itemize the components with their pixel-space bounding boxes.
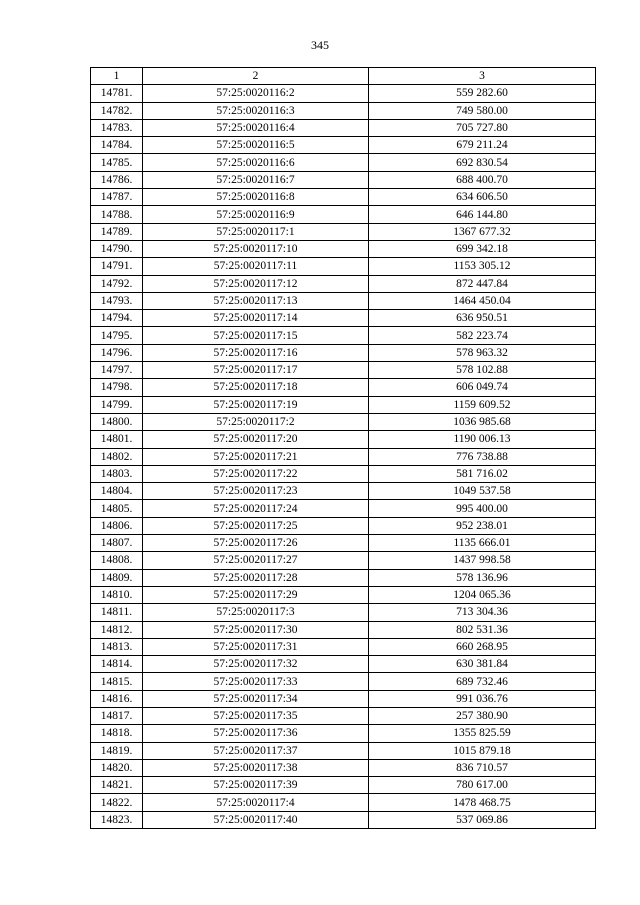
table-row [91,344,596,361]
row-number-cell: 14796. [91,344,143,361]
row-number-cell: 14794. [91,310,143,327]
row-number-cell: 14817. [91,707,143,724]
row-number-cell: 14781. [91,85,143,102]
row-number-cell: 14784. [91,137,143,154]
cadastral-value-cell: 634 606.50 [369,189,596,206]
cadastral-id-cell: 57:25:0020116:5 [143,137,369,154]
cadastral-id-cell: 57:25:0020116:7 [143,171,369,188]
cadastral-id-cell: 57:25:0020117:35 [143,707,369,724]
cadastral-value-cell: 1355 825.59 [369,725,596,742]
row-number-cell: 14798. [91,379,143,396]
cadastral-value-cell: 559 282.60 [369,85,596,102]
table-row [91,586,596,603]
cadastral-id-cell: 57:25:0020117:34 [143,690,369,707]
cadastral-value-cell: 705 727.80 [369,119,596,136]
column-header-cadastral-id: 2 [143,68,369,85]
row-number-cell: 14783. [91,119,143,136]
cadastral-value-cell: 780 617.00 [369,777,596,794]
cadastral-id-cell: 57:25:0020117:10 [143,240,369,257]
cadastral-id-cell: 57:25:0020117:28 [143,569,369,586]
cadastral-id-cell: 57:25:0020117:13 [143,292,369,309]
table-row [91,362,596,379]
cadastral-id-cell: 57:25:0020117:22 [143,465,369,482]
cadastral-value-cell: 578 102.88 [369,362,596,379]
cadastral-id-cell: 57:25:0020117:39 [143,777,369,794]
row-number-cell: 14790. [91,240,143,257]
row-number-cell: 14787. [91,189,143,206]
table-row [91,500,596,517]
row-number-cell: 14791. [91,258,143,275]
page-number: 345 [311,38,329,52]
row-number-cell: 14799. [91,396,143,413]
cadastral-value-cell: 952 238.01 [369,517,596,534]
cadastral-id-cell: 57:25:0020117:12 [143,275,369,292]
cadastral-id-cell: 57:25:0020116:9 [143,206,369,223]
cadastral-value-cell: 582 223.74 [369,327,596,344]
row-number-cell: 14812. [91,621,143,638]
table-row [91,517,596,534]
table-row [91,707,596,724]
cadastral-id-cell: 57:25:0020117:36 [143,725,369,742]
cadastral-id-cell: 57:25:0020117:15 [143,327,369,344]
cadastral-id-cell: 57:25:0020117:17 [143,362,369,379]
cadastral-id-cell: 57:25:0020116:4 [143,119,369,136]
table-row [91,223,596,240]
table-row [91,552,596,569]
cadastral-id-cell: 57:25:0020117:4 [143,794,369,811]
row-number-cell: 14797. [91,362,143,379]
row-number-cell: 14820. [91,759,143,776]
table-row [91,310,596,327]
cadastral-value-cell: 749 580.00 [369,102,596,119]
row-number-cell: 14809. [91,569,143,586]
table-row [91,379,596,396]
column-header-number: 1 [91,68,143,85]
cadastral-value-cell: 699 342.18 [369,240,596,257]
cadastral-value-cell: 1437 998.58 [369,552,596,569]
table-row [91,396,596,413]
cadastral-id-cell: 57:25:0020117:30 [143,621,369,638]
cadastral-id-cell: 57:25:0020117:31 [143,638,369,655]
cadastral-id-cell: 57:25:0020117:2 [143,413,369,430]
table-row [91,811,596,828]
cadastral-value-cell: 630 381.84 [369,656,596,673]
table-row [91,85,596,102]
cadastral-value-cell: 802 531.36 [369,621,596,638]
cadastral-id-cell: 57:25:0020117:32 [143,656,369,673]
cadastral-value-cell: 692 830.54 [369,154,596,171]
table-row [91,656,596,673]
cadastral-value-cell: 1015 879.18 [369,742,596,759]
cadastral-id-cell: 57:25:0020117:21 [143,448,369,465]
row-number-cell: 14821. [91,777,143,794]
table-row [91,189,596,206]
cadastral-id-cell: 57:25:0020117:11 [143,258,369,275]
table-row [91,154,596,171]
row-number-cell: 14805. [91,500,143,517]
row-number-cell: 14788. [91,206,143,223]
cadastral-id-cell: 57:25:0020116:3 [143,102,369,119]
cadastral-value-table [90,67,596,829]
row-number-cell: 14785. [91,154,143,171]
cadastral-id-cell: 57:25:0020117:26 [143,535,369,552]
table-row [91,102,596,119]
table-row [91,119,596,136]
table-row [91,258,596,275]
row-number-cell: 14823. [91,811,143,828]
row-number-cell: 14815. [91,673,143,690]
cadastral-value-cell: 1190 006.13 [369,431,596,448]
table-row [91,569,596,586]
cadastral-value-cell: 688 400.70 [369,171,596,188]
table-row [91,777,596,794]
table-header-row [91,68,596,85]
table-row [91,171,596,188]
cadastral-value-cell: 646 144.80 [369,206,596,223]
row-number-cell: 14804. [91,483,143,500]
row-number-cell: 14822. [91,794,143,811]
cadastral-value-cell: 995 400.00 [369,500,596,517]
cadastral-id-cell: 57:25:0020117:37 [143,742,369,759]
cadastral-value-cell: 606 049.74 [369,379,596,396]
row-number-cell: 14792. [91,275,143,292]
cadastral-id-cell: 57:25:0020117:40 [143,811,369,828]
row-number-cell: 14803. [91,465,143,482]
row-number-cell: 14808. [91,552,143,569]
cadastral-value-cell: 991 036.76 [369,690,596,707]
row-number-cell: 14806. [91,517,143,534]
table-row [91,638,596,655]
table-row [91,413,596,430]
cadastral-value-cell: 1478 468.75 [369,794,596,811]
cadastral-id-cell: 57:25:0020116:6 [143,154,369,171]
cadastral-id-cell: 57:25:0020117:3 [143,604,369,621]
cadastral-value-cell: 257 380.90 [369,707,596,724]
cadastral-id-cell: 57:25:0020116:8 [143,189,369,206]
table-row [91,327,596,344]
row-number-cell: 14786. [91,171,143,188]
cadastral-value-cell: 836 710.57 [369,759,596,776]
cadastral-value-cell: 1049 537.58 [369,483,596,500]
table-row [91,535,596,552]
table-row [91,275,596,292]
row-number-cell: 14819. [91,742,143,759]
row-number-cell: 14793. [91,292,143,309]
column-header-value: 3 [369,68,596,85]
cadastral-id-cell: 57:25:0020117:14 [143,310,369,327]
table-row [91,483,596,500]
cadastral-id-cell: 57:25:0020116:2 [143,85,369,102]
row-number-cell: 14818. [91,725,143,742]
table-row [91,240,596,257]
cadastral-value-cell: 581 716.02 [369,465,596,482]
row-number-cell: 14807. [91,535,143,552]
cadastral-value-cell: 1153 305.12 [369,258,596,275]
cadastral-value-cell: 1464 450.04 [369,292,596,309]
cadastral-value-cell: 713 304.36 [369,604,596,621]
cadastral-value-cell: 1204 065.36 [369,586,596,603]
table-row [91,431,596,448]
row-number-cell: 14813. [91,638,143,655]
table-row [91,690,596,707]
cadastral-value-cell: 776 738.88 [369,448,596,465]
table-row [91,292,596,309]
row-number-cell: 14795. [91,327,143,344]
cadastral-id-cell: 57:25:0020117:27 [143,552,369,569]
cadastral-value-cell: 636 950.51 [369,310,596,327]
cadastral-value-cell: 872 447.84 [369,275,596,292]
cadastral-id-cell: 57:25:0020117:29 [143,586,369,603]
cadastral-id-cell: 57:25:0020117:33 [143,673,369,690]
cadastral-value-cell: 689 732.46 [369,673,596,690]
cadastral-value-cell: 1135 666.01 [369,535,596,552]
row-number-cell: 14814. [91,656,143,673]
table-row [91,206,596,223]
row-number-cell: 14810. [91,586,143,603]
table-row [91,794,596,811]
cadastral-id-cell: 57:25:0020117:24 [143,500,369,517]
cadastral-id-cell: 57:25:0020117:23 [143,483,369,500]
row-number-cell: 14816. [91,690,143,707]
table-row [91,742,596,759]
cadastral-value-cell: 537 069.86 [369,811,596,828]
row-number-cell: 14811. [91,604,143,621]
row-number-cell: 14802. [91,448,143,465]
cadastral-id-cell: 57:25:0020117:16 [143,344,369,361]
row-number-cell: 14789. [91,223,143,240]
cadastral-value-cell: 1367 677.32 [369,223,596,240]
cadastral-id-cell: 57:25:0020117:38 [143,759,369,776]
table-row [91,725,596,742]
cadastral-value-cell: 1036 985.68 [369,413,596,430]
cadastral-id-cell: 57:25:0020117:25 [143,517,369,534]
table-body [91,85,596,829]
cadastral-id-cell: 57:25:0020117:20 [143,431,369,448]
cadastral-value-cell: 660 268.95 [369,638,596,655]
cadastral-id-cell: 57:25:0020117:18 [143,379,369,396]
table-row [91,465,596,482]
row-number-cell: 14782. [91,102,143,119]
cadastral-value-cell: 1159 609.52 [369,396,596,413]
cadastral-value-cell: 578 136.96 [369,569,596,586]
row-number-cell: 14801. [91,431,143,448]
table-row [91,137,596,154]
cadastral-value-cell: 578 963.32 [369,344,596,361]
cadastral-id-cell: 57:25:0020117:1 [143,223,369,240]
row-number-cell: 14800. [91,413,143,430]
cadastral-id-cell: 57:25:0020117:19 [143,396,369,413]
table-row [91,759,596,776]
table-row [91,673,596,690]
table-row [91,448,596,465]
table-row [91,621,596,638]
table-row [91,604,596,621]
cadastral-value-cell: 679 211.24 [369,137,596,154]
